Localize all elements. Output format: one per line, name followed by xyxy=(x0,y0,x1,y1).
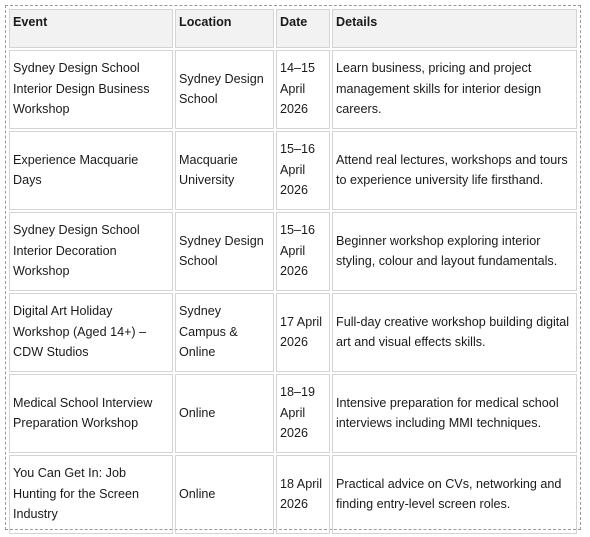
cell-location: Sydney Design School xyxy=(175,50,274,129)
cell-details: Beginner workshop exploring interior styling, colour and layout fundamentals. xyxy=(332,212,577,291)
table-row xyxy=(9,131,577,210)
cell-location: Macquarie University xyxy=(175,131,274,210)
cell-event: You Can Get In: Job Hunting for the Screen Industry xyxy=(9,455,173,534)
events-table-container xyxy=(5,5,581,530)
cell-event: Sydney Design School Interior Design Business Workshop xyxy=(9,50,173,129)
cell-event: Medical School Interview Preparation Workshop xyxy=(9,374,173,453)
table-row xyxy=(9,50,577,129)
cell-details: Full-day creative workshop building digital art and visual effects skills. xyxy=(332,293,577,372)
cell-details: Learn business, pricing and project management skills for interior design careers. xyxy=(332,50,577,129)
cell-date: 18–19 April 2026 xyxy=(276,374,330,453)
cell-location: Sydney Campus & Online xyxy=(175,293,274,372)
cell-location: Sydney Design School xyxy=(175,212,274,291)
cell-location: Online xyxy=(175,374,274,453)
cell-details: Attend real lectures, workshops and tours to experience university life firsthand. xyxy=(332,131,577,210)
cell-event: Digital Art Holiday Workshop (Aged 14+) – CDW Studios xyxy=(9,293,173,372)
cell-date: 14–15 April 2026 xyxy=(276,50,330,129)
cell-details: Practical advice on CVs, networking and finding entry-level screen roles. xyxy=(332,455,577,534)
header-date: Date xyxy=(276,9,330,48)
table-row xyxy=(9,293,577,372)
table-row xyxy=(9,455,577,534)
cell-event: Experience Macquarie Days xyxy=(9,131,173,210)
table-header-row xyxy=(9,9,577,48)
header-details: Details xyxy=(332,9,577,48)
header-event: Event xyxy=(9,9,173,48)
table-row xyxy=(9,374,577,453)
cell-date: 18 April 2026 xyxy=(276,455,330,534)
events-table xyxy=(7,7,579,536)
cell-details: Intensive preparation for medical school interviews including MMI techniques. xyxy=(332,374,577,453)
cell-date: 15–16 April 2026 xyxy=(276,212,330,291)
header-location: Location xyxy=(175,9,274,48)
table-row xyxy=(9,212,577,291)
cell-event: Sydney Design School Interior Decoration Workshop xyxy=(9,212,173,291)
cell-location: Online xyxy=(175,455,274,534)
cell-date: 15–16 April 2026 xyxy=(276,131,330,210)
cell-date: 17 April 2026 xyxy=(276,293,330,372)
